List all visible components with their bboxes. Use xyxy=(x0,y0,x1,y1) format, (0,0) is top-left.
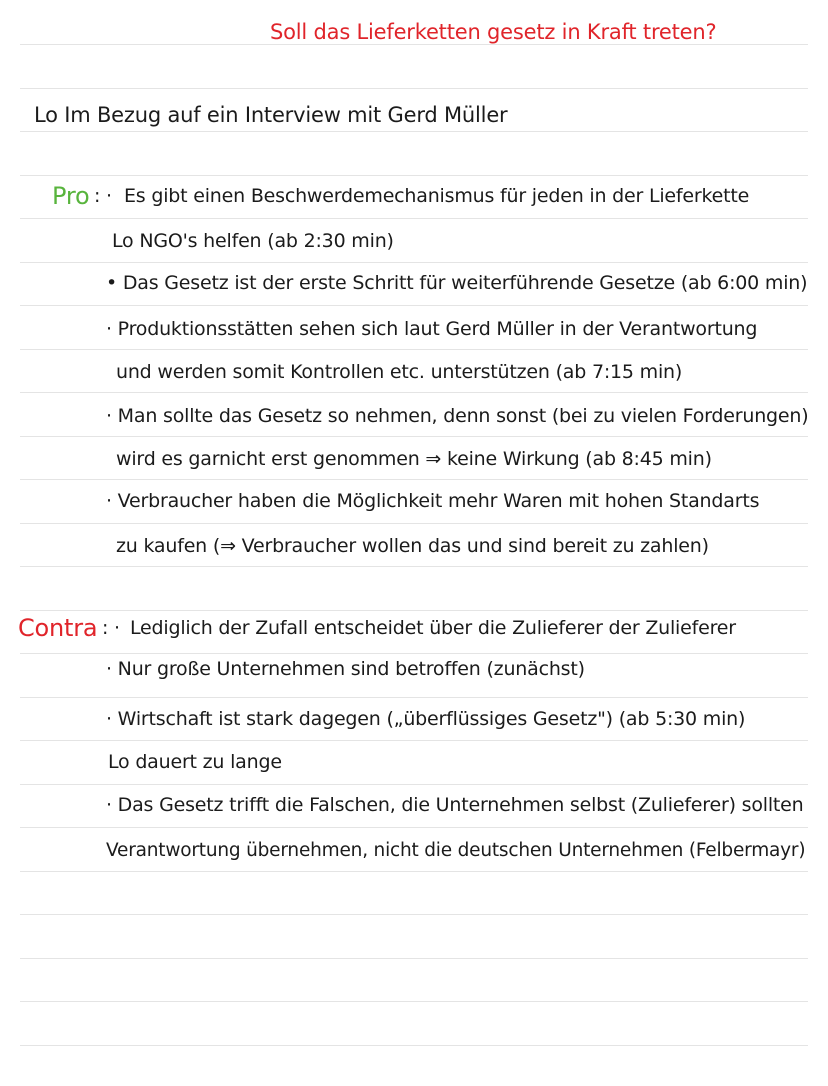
contra-label: Contra xyxy=(18,614,98,642)
ruled-line xyxy=(20,784,808,785)
ruled-line xyxy=(20,740,808,741)
ruled-line xyxy=(20,827,808,828)
ruled-line xyxy=(20,305,808,306)
note-title: Soll das Lieferketten gesetz in Kraft treten? xyxy=(270,20,717,44)
interview-reference: Lo Im Bezug auf ein Interview mit Gerd Müller xyxy=(34,103,508,127)
ruled-line xyxy=(20,523,808,524)
pro-line-7: wird es garnicht erst genommen ⇒ keine Wirkung (ab 8:45 min) xyxy=(116,448,712,470)
pro-label: Pro xyxy=(52,182,90,210)
ruled-line xyxy=(20,871,808,872)
ruled-line xyxy=(20,131,808,132)
ruled-line xyxy=(20,218,808,219)
ruled-line xyxy=(20,566,808,567)
pro-line-6: · Man sollte das Gesetz so nehmen, denn sonst (bei zu vielen Forderungen) xyxy=(106,405,809,427)
ruled-line xyxy=(20,175,808,176)
contra-line-3: · Wirtschaft ist stark dagegen („überflüssiges Gesetz") (ab 5:30 min) xyxy=(106,708,746,730)
pro-line-2: Lo NGO's helfen (ab 2:30 min) xyxy=(112,230,394,252)
pro-line-1: Es gibt einen Beschwerdemechanismus für jeden in der Lieferkette xyxy=(124,185,750,207)
ruled-line xyxy=(20,610,808,611)
contra-line-1: Lediglich der Zufall entscheidet über die Zulieferer der Zulieferer xyxy=(130,617,736,639)
contra-line-4: Lo dauert zu lange xyxy=(108,751,282,773)
ruled-line xyxy=(20,88,808,89)
ruled-line xyxy=(20,479,808,480)
ruled-line xyxy=(20,392,808,393)
contra-line-2: · Nur große Unternehmen sind betroffen (zunächst) xyxy=(106,658,585,680)
contra-separator: : · xyxy=(102,617,120,639)
pro-line-4: · Produktionsstätten sehen sich laut Gerd Müller in der Verantwortung xyxy=(106,318,758,340)
ruled-line xyxy=(20,262,808,263)
ruled-line xyxy=(20,1001,808,1002)
ruled-line xyxy=(20,914,808,915)
ruled-line xyxy=(20,1045,808,1046)
pro-line-5: und werden somit Kontrollen etc. unterstützen (ab 7:15 min) xyxy=(116,361,683,383)
pro-line-3: • Das Gesetz ist der erste Schritt für weiterführende Gesetze (ab 6:00 min) xyxy=(106,272,808,294)
pro-line-9: zu kaufen (⇒ Verbraucher wollen das und sind bereit zu zahlen) xyxy=(116,535,709,557)
pro-line-8: · Verbraucher haben die Möglichkeit mehr Waren mit hohen Standarts xyxy=(106,490,760,512)
pro-separator: : · xyxy=(94,185,112,207)
ruled-line xyxy=(20,958,808,959)
contra-line-6: Verantwortung übernehmen, nicht die deutschen Unternehmen (Felbermayr) xyxy=(106,840,806,861)
ruled-line xyxy=(20,436,808,437)
contra-line-5: · Das Gesetz trifft die Falschen, die Unternehmen selbst (Zulieferer) sollten xyxy=(106,794,804,816)
ruled-line xyxy=(20,349,808,350)
ruled-line xyxy=(20,697,808,698)
